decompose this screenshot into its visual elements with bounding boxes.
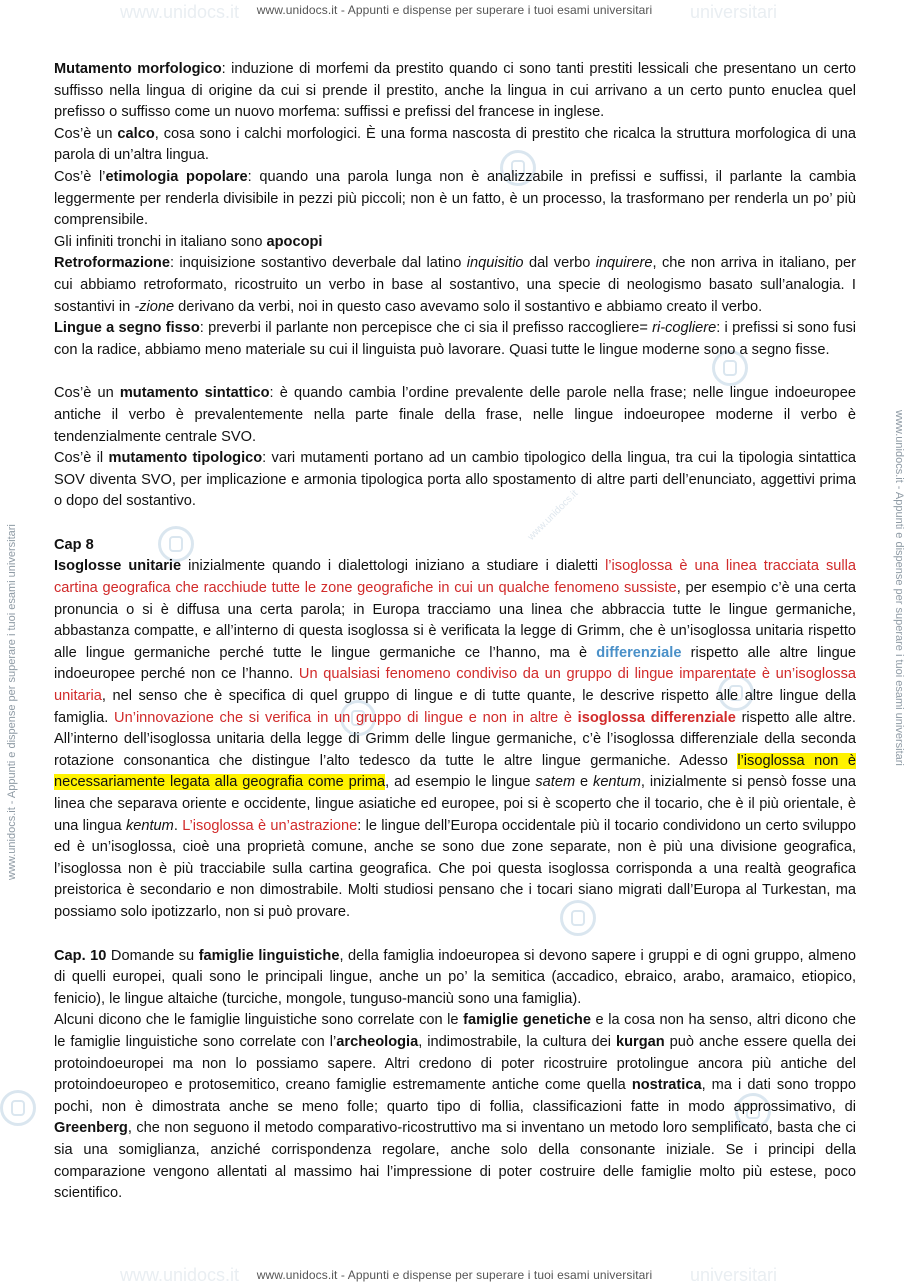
footer-banner: www.unidocs.it - Appunti e dispense per superare i tuoi esami universitari	[256, 1268, 653, 1282]
header-ghost-right: universitari	[690, 2, 778, 22]
paragraph-famiglie: Alcuni dicono che le famiglie linguistiche sono correlate con le famiglie genetiche e la cosa non ha senso, altri dicono che le famiglie linguistiche sono correlate con l’archeologia, indimostrabile, la cultura dei kurgan può anche essere quella dei protoindoeuropei ma non lo possiamo sapere. Altri credono di poter ricostruire protolingue ancora più antiche del protoindoeuropeo e protosemitico, creano famiglie estremamente antiche come quella nostratica, ma i dati sono troppo pochi, non è dimostrata anche se meno folle; quarto tipo di follia, classificazioni fatte in modo approssimativo, di Greenberg, che non seguono il metodo comparativo-ricostruttivo ma si inventano un metodo loro semplificato, basta che ci sia una somiglianza, anziché corrispondenza regolare, anche solo della consonante iniziale. Se i principi della comparazione vengono allentati al massimo hai l’impressione di poter costruire delle famiglie molto più estese, poco scientifico.	[54, 1012, 857, 1202]
spacer	[54, 924, 856, 946]
paragraph-etimologia-popolare: Cos’è l’etimologia popolare: quando una parola lunga non è analizzabile in prefissi e suffissi, il parlante la cambia leggermente per renderla divisibile in pezzi più piccoli; non è un fatto, è un processo, la trasformano per renderla un po’ più comprensibile.	[54, 168, 856, 229]
spacer	[54, 361, 856, 383]
side-watermark-right: www.unidocs.it - Appunti e dispense per superare i tuoi esami universitari	[893, 410, 905, 766]
paragraph-isoglosse: Isoglosse unitarie inizialmente quando i dialettologi iniziano a studiare i dialetti l’isoglossa è una linea tracciata sulla cartina geografica che racchiude tutte le zone geografiche in cui un qualche fenomeno sussiste, per esempio c’è una certa pronuncia o si è diffusa una certa parola; in Europa tracciamo una linea che abbraccia tutte le lingue germaniche, abbastanza compatte, e all’interno di questa isoglossa si è verificata la legge di Grimm, che è un’isoglossa unitaria rispetto alle lingue germaniche perché tutte le lingue germaniche ce l’hanno, ma è differenziale rispetto alle altre lingue indoeuropee perché non ce l’hanno. Un qualsiasi fenomeno condiviso da un gruppo di lingue imparentate è un’isoglossa unitaria, nel senso che è specifica di quel gruppo di lingue e di tutte quante, le descrive rispetto alle altre lingue della famiglia. Un’innovazione che si verifica in un gruppo di lingue e non in altre è isoglossa differenziale rispetto alle altre. All’interno dell’isoglossa unitaria della legge di Grimm delle lingue germaniche, c’è l’isoglossa differenziale della seconda rotazione consonantica che distingue l’alto tedesco da tutte le altre lingue germaniche. Adesso l’isoglossa non è necessariamente legata alla geografia come prima, ad esempio le lingue satem e kentum, inizialmente si pensò fosse una linea che separava oriente e occidente, lingue asiatiche ed europee, poi si è scoperto che il tocario, che è il più orientale, è una lingua kentum. L’isoglossa è un’astrazione: le lingue dell’Europa occidentale più il tocario condividono un certo sviluppo ed è un’isoglossa, cioè una proprietà comune, anche se sono due zone separate, non è più una divisione geografica, l’isoglossa non è più tracciabile sulla cartina geografica. Che poi questa isoglossa corrisponda a una realtà geografica preistorica è secondario e non dimostrabile. Molti studiosi pensano che i tocari siano migrati dall’Europa al Turkestan, ma possiamo solo ipotizzarlo, non si può provare.	[54, 558, 857, 920]
paragraph-mutamento-sintattico: Cos’è un mutamento sintattico: è quando cambia l’ordine prevalente delle parole nella frase; nelle lingue indoeuropee antiche il verbo è prevalentemente nella parte finale della frase, nelle lingue indoeuropee moderne il verbo è tendenzialmente centrale SVO.	[54, 385, 856, 445]
footer-ghost-right: universitari	[690, 1265, 778, 1285]
section-title-cap-8: Cap 8	[54, 536, 94, 553]
paragraph-retroformazione: Retroformazione: inquisizione sostantivo deverbale dal latino inquisitio dal verbo inquirere, che non arriva in italiano, per cui abbiamo retroformato, ricostruito un verbo in base al sostantivo, una specie di neologismo basato sull’analogia. I sostantivi in -zione derivano da verbi, noi in questo caso avevamo solo il sostantivo e abbiamo creato il verbo.	[54, 255, 856, 315]
header-banner: www.unidocs.it - Appunti e dispense per superare i tuoi esami universitari	[256, 3, 653, 17]
watermark-logo-icon	[0, 1090, 36, 1126]
footer-ghost-left: www.unidocs.it	[120, 1265, 240, 1285]
spacer	[54, 513, 856, 535]
header-ghost-left: www.unidocs.it	[120, 2, 240, 22]
paragraph-calco: Cos’è un calco, cosa sono i calchi morfologici. È una forma nascosta di prestito che ricalca la struttura morfologica di una parola di un’altra lingua.	[54, 125, 857, 164]
paragraph-cap-10: Cap. 10 Domande su famiglie linguistiche, della famiglia indoeuropea si devono sapere i gruppi e di ogni gruppo, almeno di quelli europei, quali sono le principali lingue, anche un po’ la semitica (accadico, ebraico, arabo, aramaico, etiopico, fenicio), le lingue altaiche (turciche, mongole, tunguso-manciù sono una famiglia).	[54, 947, 856, 1007]
side-watermark-left: www.unidocs.it - Appunti e dispense per superare i tuoi esami universitari	[6, 524, 18, 880]
paragraph-mutamento-morfologico: Mutamento morfologico: induzione di morfemi da prestito quando ci sono tanti prestiti lessicali che presentano un certo suffisso nella lingua di origine da cui si prende il prestito, anche la lingua in cui arrivano a un certo punto enuclea quel prefisso o suffisso come un nuovo morfema: suffissi e prefissi del francese in inglese.	[54, 61, 856, 121]
paragraph-mutamento-tipologico: Cos’è il mutamento tipologico: vari mutamenti portano ad un cambio tipologico della lingua, tra cui la tipologia sintattica SOV diventa SVO, per implicazione e armonia tipologica porta allo spostamento di altre parti dell’enunciato, aggettivi prima o dopo del sostantivo.	[54, 450, 857, 510]
paragraph-apocopi: Gli infiniti tronchi in italiano sono apocopi	[54, 233, 323, 250]
paragraph-lingue-segno-fisso: Lingue a segno fisso: preverbi il parlante non percepisce che ci sia il prefisso raccogliere= ri-cogliere: i prefissi si sono fusi con la radice, abbiamo meno materiale su cui il linguista può lavorare. Quasi tutte le lingue moderne sono a segno fisse.	[54, 320, 856, 358]
document-body	[54, 59, 856, 1205]
watermark-text: www.unidocs.it	[525, 488, 581, 543]
